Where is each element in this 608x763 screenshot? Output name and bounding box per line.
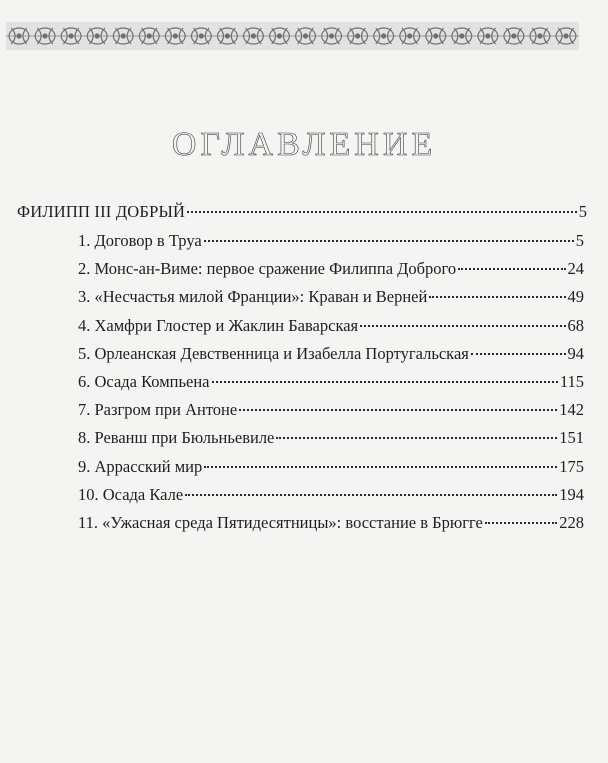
dot-leader [185,493,557,496]
toc-chapter-label: 10. Осада Кале [78,484,184,504]
dot-leader [187,210,577,213]
toc-chapter-label: 3. «Несчастья милой Франции»: Краван и Верней [78,287,428,307]
toc-chapter-entry[interactable] [78,485,584,505]
toc-section-label: ФИЛИПП III ДОБРЫЙ [17,202,186,221]
toc-chapter-label: 6. Осада Компьена [78,372,210,391]
dot-leader [360,324,565,327]
toc-chapter-entry[interactable] [78,259,584,279]
toc-chapter-page: 68 [567,315,584,335]
toc-chapter-entry[interactable] [78,287,584,307]
toc-chapter-label: 2. Монс-ан-Виме: первое сражение Филиппа Доброго [78,259,457,279]
dot-leader [485,521,557,524]
dot-leader [276,436,557,439]
toc-chapter-page: 94 [567,343,584,363]
dot-leader [458,267,565,270]
toc-chapter-entry[interactable] [78,231,584,251]
toc-section-page: 5 [578,202,587,221]
dot-leader [204,465,557,468]
toc-chapter-page: 175 [559,456,584,476]
toc-chapter-page: 24 [567,259,584,279]
toc-chapter-entry[interactable] [78,316,584,336]
toc-chapter-label: 5. Орлеанская Девственница и Изабелла Португальская [78,343,469,363]
toc-chapter-entry[interactable] [78,344,584,364]
toc-chapter-page: 151 [559,428,584,448]
toc-chapter-label: 7. Разгром при Антоне [78,400,238,420]
toc-section-heading[interactable] [17,202,587,222]
toc-chapter-label: 11. «Ужасная среда Пятидесятницы»: восстание в Брюгге [78,513,483,532]
toc-chapter-page: 228 [559,513,584,532]
dot-leader [204,239,574,242]
dot-leader [471,352,566,355]
toc-chapter-entry[interactable] [78,513,584,533]
toc-chapter-entry[interactable] [78,400,584,420]
toc-chapter-entry[interactable] [78,372,584,392]
toc-chapter-label: 4. Хамфри Глостер и Жаклин Баварская [78,315,359,335]
dot-leader [429,295,565,298]
toc-chapter-page: 115 [559,372,584,391]
toc-chapter-page: 142 [559,400,584,420]
toc-chapter-label: 1. Договор в Труа [78,231,202,250]
dot-leader [239,408,557,411]
page-title: ОГЛАВЛЕНИЕ [171,126,437,163]
toc-chapter-page: 194 [559,484,584,504]
toc-chapter-label: 8. Реванш при Бюльньевиле [78,428,275,448]
toc-chapter-entry[interactable] [78,457,584,477]
toc-chapter-label: 9. Аррасский мир [78,456,203,476]
dot-leader [212,380,558,383]
toc-chapter-page: 5 [575,231,584,250]
toc-chapter-page: 49 [567,287,584,307]
toc-chapter-entry[interactable] [78,428,584,448]
